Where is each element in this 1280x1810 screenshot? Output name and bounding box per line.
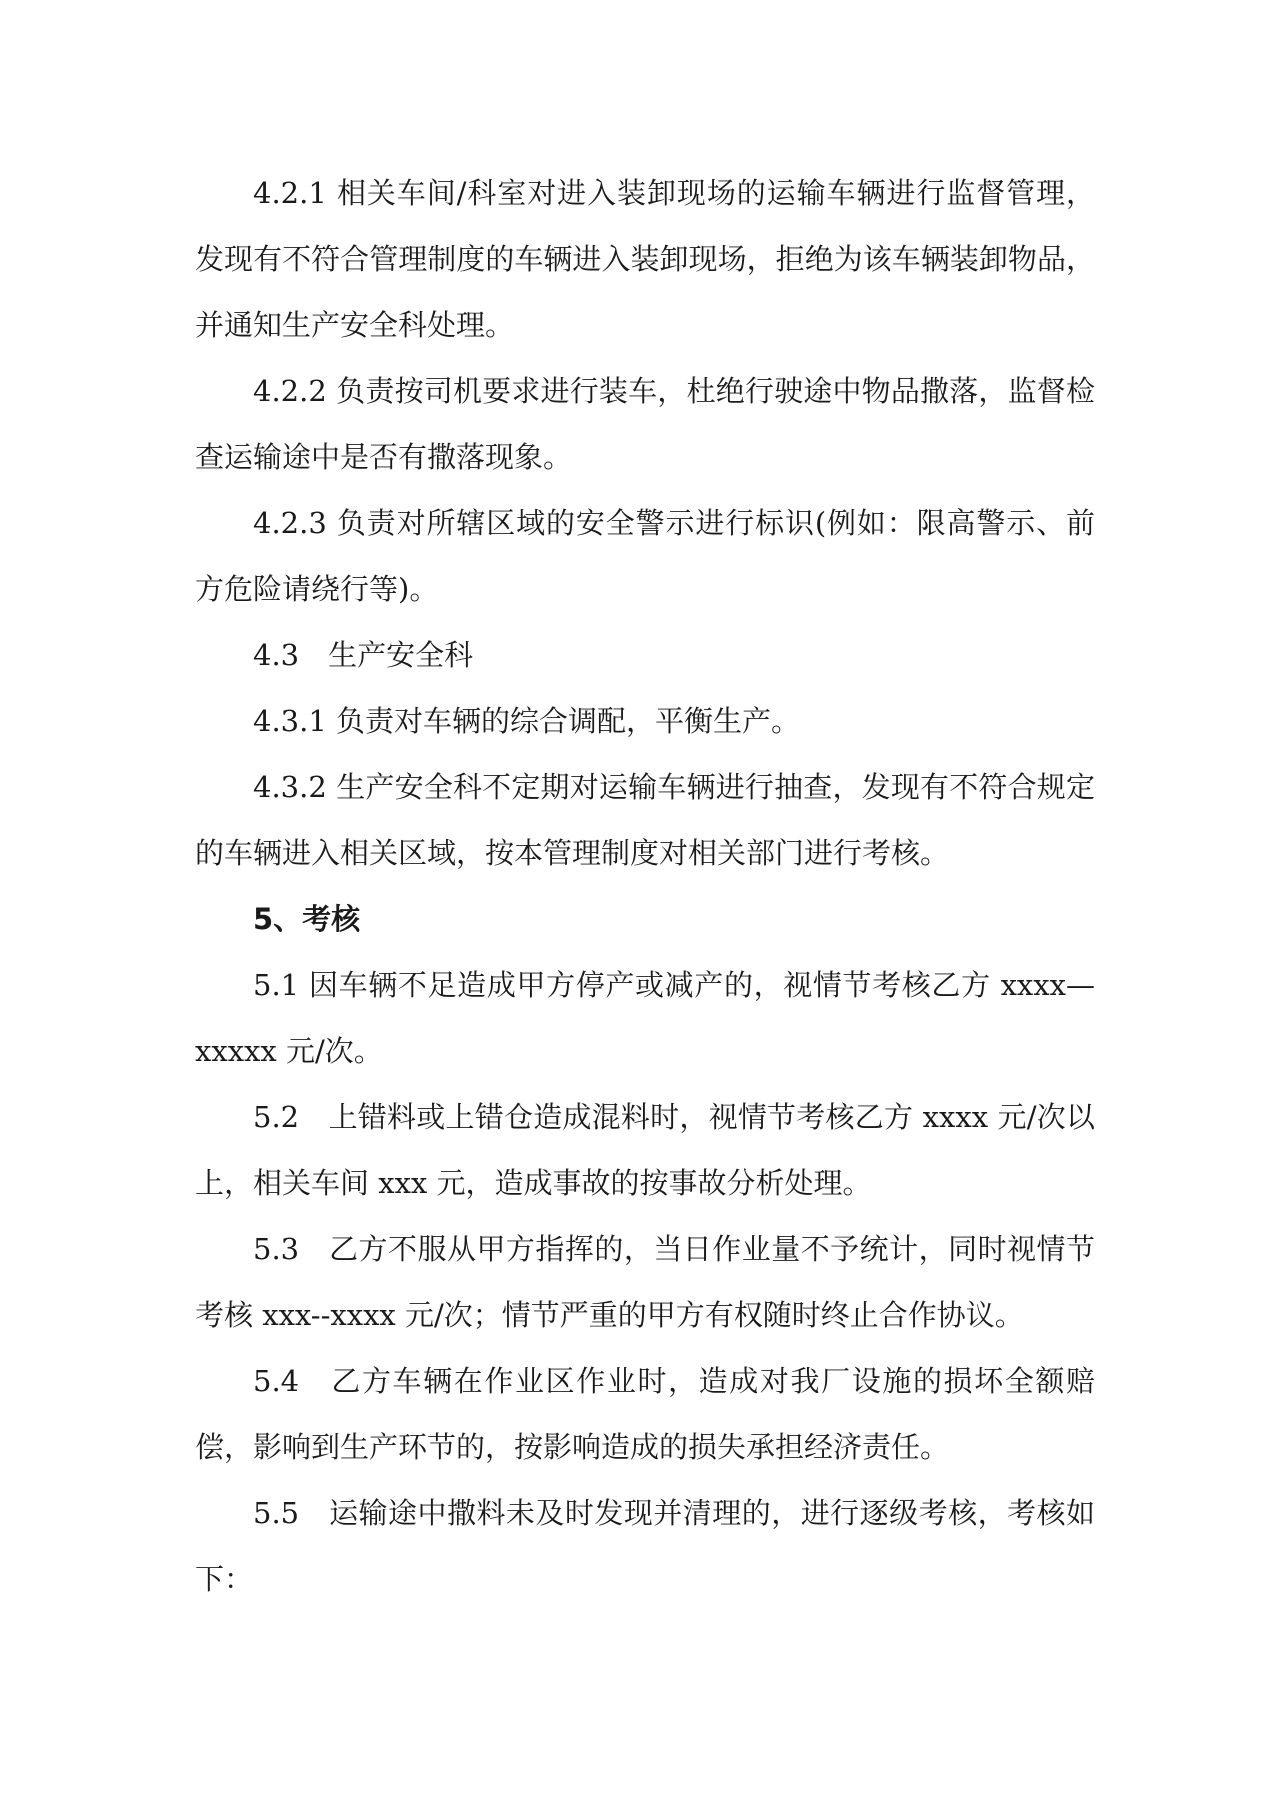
paragraph-5-4: 5.4 乙方车辆在作业区作业时，造成对我厂设施的损坏全额赔偿，影响到生产环节的，按影响造成的损失承担经济责任。 — [195, 1364, 1095, 1464]
paragraph-5-1: 5.1 因车辆不足造成甲方停产或减产的，视情节考核乙方 xxxx—xxxxx 元/次。 — [195, 968, 1095, 1068]
paragraph-5-3: 5.3 乙方不服从甲方指挥的，当日作业量不予统计，同时视情节考核 xxx--xxxx 元/次；情节严重的甲方有权随时终止合作协议。 — [195, 1232, 1095, 1332]
paragraph-5-2: 5.2 上错料或上错仓造成混料时，视情节考核乙方 xxxx 元/次以上，相关车间 xxx 元，造成事故的按事故分析处理。 — [195, 1100, 1095, 1200]
paragraph-4-3-1: 4.3.1 负责对车辆的综合调配，平衡生产。 — [253, 704, 801, 738]
paragraph-4-2-2: 4.2.2 负责按司机要求进行装车，杜绝行驶途中物品撒落，监督检查运输途中是否有撒落现象。 — [195, 374, 1095, 474]
paragraph-4-3-2: 4.3.2 生产安全科不定期对运输车辆进行抽查，发现有不符合规定的车辆进入相关区域，按本管理制度对相关部门进行考核。 — [195, 770, 1095, 870]
paragraph-4-2-3: 4.2.3 负责对所辖区域的安全警示进行标识(例如：限高警示、前方危险请绕行等)。 — [195, 506, 1095, 606]
section-heading-4-3: 4.3 生产安全科 — [253, 638, 474, 672]
section-heading-5: 5、考核 — [253, 902, 361, 936]
document-body — [195, 160, 1095, 1612]
paragraph-5-5: 5.5 运输途中撒料未及时发现并清理的，进行逐级考核，考核如下： — [195, 1496, 1095, 1596]
paragraph-4-2-1: 4.2.1 相关车间/科室对进入装卸现场的运输车辆进行监督管理，发现有不符合管理制度的车辆进入装卸现场，拒绝为该车辆装卸物品，并通知生产安全科处理。 — [195, 176, 1095, 342]
